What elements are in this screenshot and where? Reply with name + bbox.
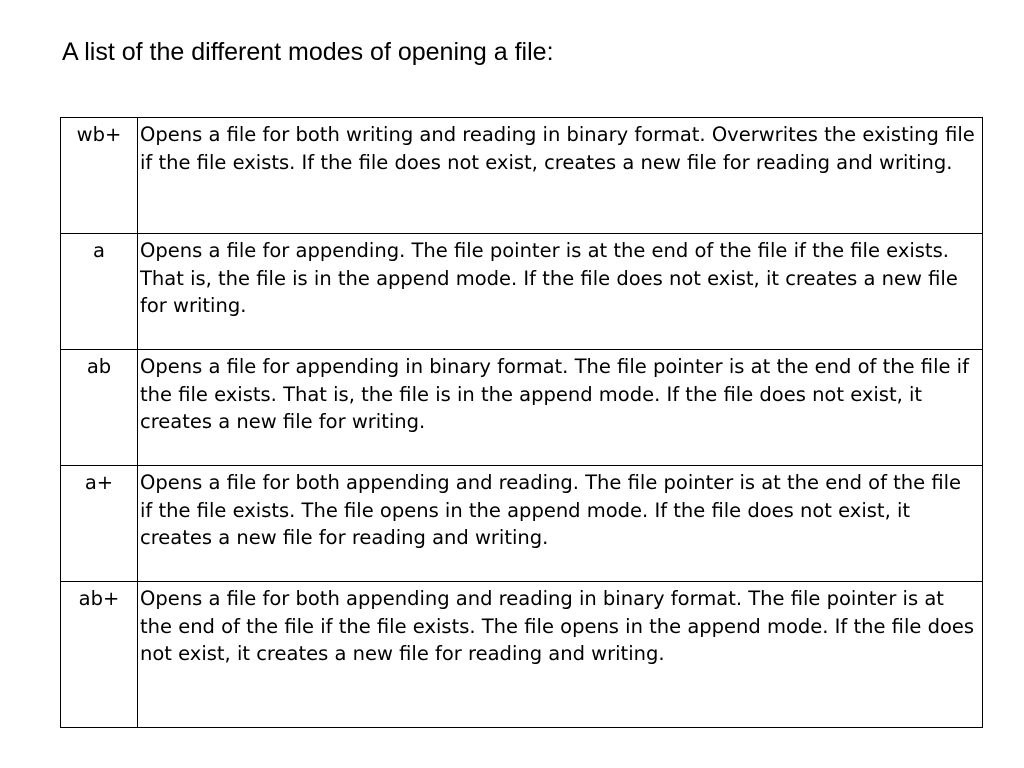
description-cell: Opens a file for both writing and reading in binary format. Overwrites the existing file if the file exists. If the file does not exist, creates a new file for reading and writing. [138, 118, 983, 234]
table-row [61, 466, 983, 582]
description-cell: Opens a file for appending. The file pointer is at the end of the file if the file exists. That is, the file is in the append mode. If the file does not exist, it creates a new file for writing. [138, 234, 983, 350]
mode-cell: ab [61, 350, 138, 466]
table-row [61, 350, 983, 466]
mode-cell: wb+ [61, 118, 138, 234]
table-row [61, 582, 983, 728]
table-row [61, 234, 983, 350]
description-cell: Opens a file for both appending and reading in binary format. The file pointer is at the end of the file if the file exists. The file opens in the append mode. If the file does not exist, it creates a new file for reading and writing. [138, 582, 983, 728]
description-cell: Opens a file for appending in binary format. The file pointer is at the end of the file if the file exists. That is, the file is in the append mode. If the file does not exist, it creates a new file for writing. [138, 350, 983, 466]
file-modes-table [60, 117, 983, 728]
mode-cell: a+ [61, 466, 138, 582]
description-cell: Opens a file for both appending and reading. The file pointer is at the end of the file if the file exists. The file opens in the append mode. If the file does not exist, it creates a new file for reading and writing. [138, 466, 983, 582]
mode-cell: ab+ [61, 582, 138, 728]
slide-title: A list of the different modes of opening a file: [62, 38, 554, 66]
mode-cell: a [61, 234, 138, 350]
table-row [61, 118, 983, 234]
